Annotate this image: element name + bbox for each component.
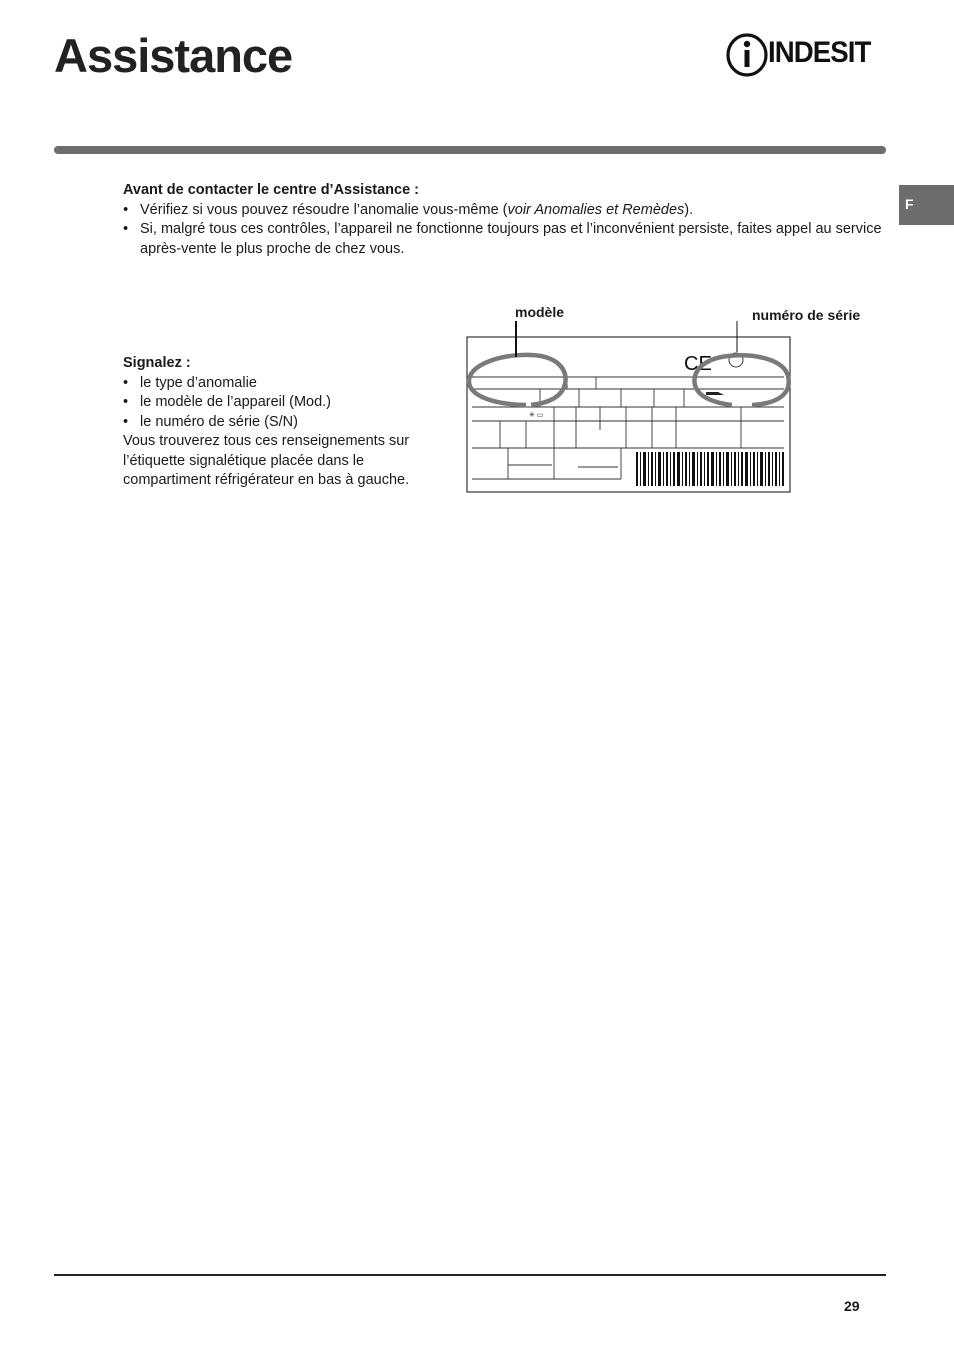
list-item (123, 220, 883, 259)
list-item-text: Si, malgré tous ces contrôles, l’appareil ne fonctionne toujours pas et l’inconvénient persiste, faites appel au service après-vente le plus proche de chez vous. (140, 221, 882, 257)
list-item (123, 201, 883, 221)
language-tab-label: F (905, 196, 914, 212)
list-item (123, 374, 443, 394)
report-note: Vous trouverez tous ces renseignements sur l’étiquette signalétique placée dans le compartiment réfrigérateur en bas à gauche. (123, 433, 410, 488)
before-contact-section (123, 181, 883, 259)
before-contact-heading: Avant de contacter le centre d’Assistance : (123, 182, 420, 198)
list-item-text: Vérifiez si vous pouvez résoudre l’anomalie vous-même ( (140, 201, 508, 218)
header-divider (54, 146, 886, 154)
page-number: 29 (844, 1298, 860, 1314)
list-item-text: le numéro de série (S/N) (140, 413, 298, 430)
language-tab (899, 185, 954, 225)
bullet-icon: • (123, 374, 129, 391)
serial-marker (706, 392, 724, 395)
freezer-star-mark: ✳ ▭ (529, 412, 544, 419)
serial-callout-label: numéro de série (752, 307, 861, 323)
serial-highlight-ellipse (694, 355, 788, 405)
list-item (123, 413, 443, 433)
brand-name: INDESIT (768, 36, 871, 69)
model-callout-label: modèle (515, 304, 565, 320)
bullet-icon: • (123, 394, 129, 410)
footer-divider (54, 1274, 886, 1276)
barcode (636, 452, 784, 486)
report-section (123, 354, 443, 491)
cross-reference: voir Anomalies et Remèdes (507, 201, 685, 218)
report-heading: Signalez : (123, 355, 191, 371)
bullet-icon: • (123, 201, 129, 218)
page-title: Assistance (54, 29, 293, 82)
ce-mark: CE (684, 353, 712, 375)
list-item-text: le type d’anomalie (140, 374, 257, 391)
list-item (123, 393, 443, 413)
model-highlight-ellipse (469, 355, 566, 405)
bullet-icon: • (123, 221, 129, 237)
bullet-icon: • (123, 413, 129, 430)
list-item-text: le modèle de l’appareil (Mod.) (140, 394, 332, 410)
list-item-text-end: ). (684, 201, 694, 218)
rating-plate-diagram (466, 300, 796, 496)
